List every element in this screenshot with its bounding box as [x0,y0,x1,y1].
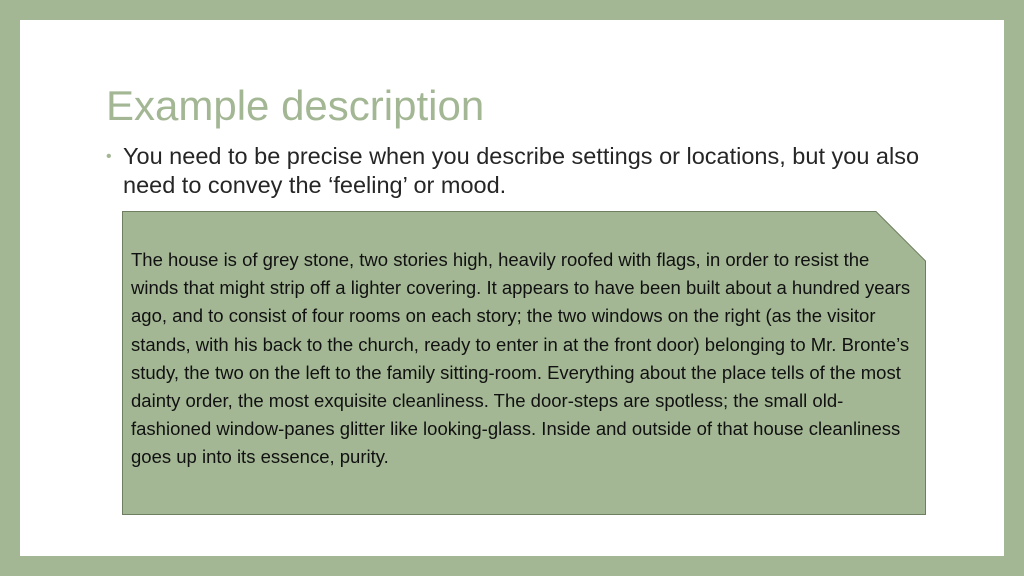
bullet-item [106,142,926,200]
quote-text: The house is of grey stone, two stories high, heavily roofed with flags, in order to resist the winds that might strip off a lighter covering. It appears to have been built about a hundred years ago, and to consist of four rooms on each story; the two windows on the right (as the visitor stands, with his back to the church, ready to enter in at the front door) belonging to Mr. Bronte’s study, the two on the left to the family sitting-room. Everything about the place tells of the most dainty order, the most exquisite cleanliness. The door-steps are spotless; the small old-fashioned window-panes glitter like looking-glass. Inside and outside of that house cleanliness goes up into its essence, purity. [131,249,911,468]
bullet-dot-icon: • [106,148,112,165]
quote-callout-box [122,211,926,515]
bullet-text: You need to be precise when you describe settings or locations, but you also need to convey the ‘feeling’ or mood. [123,143,920,198]
slide-title: Example description [106,82,485,129]
slide-canvas [20,20,1004,556]
